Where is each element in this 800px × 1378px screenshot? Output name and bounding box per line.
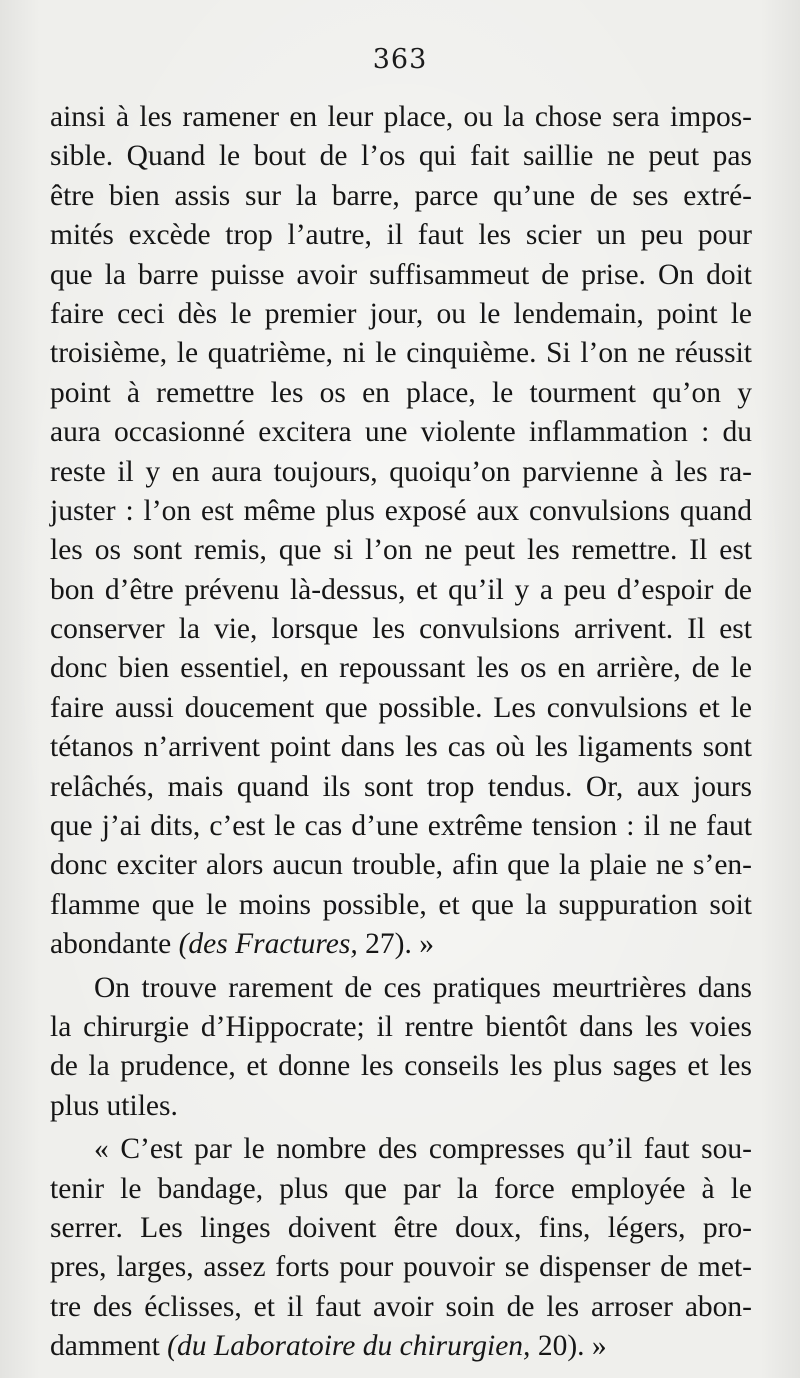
closing-text: damment xyxy=(50,1330,168,1363)
closing-text: abondante xyxy=(50,928,179,961)
text-line: pres, larges, assez forts pour pouvoir se dispenser de met- xyxy=(50,1251,752,1284)
text-line: juster : l’on est même plus exposé aux convulsions quand xyxy=(50,494,752,527)
text-line: donc bien essentiel, en repoussant les os en arrière, de le xyxy=(50,652,752,685)
text-line-closing xyxy=(50,925,752,964)
text-line: sible. Quand le bout de l’os qui fait saillie ne peut pas xyxy=(50,140,752,173)
text-line: faire ceci dès le premier jour, ou le lendemain, point le xyxy=(50,297,752,330)
text-line: bon d’être prévenu là-dessus, et qu’il y a peu d’espoir de xyxy=(50,573,752,606)
text-line: faire aussi doucement que possible. Les convulsions et le xyxy=(50,691,752,724)
text-line: troisième, le quatrième, ni le cinquième. Si l’on ne réussit xyxy=(50,337,752,370)
text-line-closing xyxy=(50,1327,752,1366)
text-line: point à remettre les os en place, le tourment qu’on y xyxy=(50,376,752,409)
text-line: mités excède trop l’autre, il faut les scier un peu pour xyxy=(50,219,752,252)
text-line: ainsi à les ramener en leur place, ou la chose sera impos- xyxy=(50,101,752,133)
text-line: tétanos n’arrivent point dans les cas où les ligaments sont xyxy=(50,731,752,764)
citation: (du Laboratoire du chirurgien, xyxy=(167,1330,531,1363)
closing-text: 20). » xyxy=(530,1330,607,1363)
paragraph-3 xyxy=(50,1130,752,1366)
paragraph-1 xyxy=(50,98,752,965)
text-line: flamme que le moins possible, et que la suppuration soit xyxy=(50,888,752,921)
text-line: tre des éclisses, et il faut avoir soin de les arroser abon- xyxy=(50,1290,752,1323)
citation: (des Fractures, xyxy=(178,928,358,961)
text-line: que j’ai dits, c’est le cas d’une extrême tension : il ne faut xyxy=(50,810,752,843)
text-line: conserver la vie, lorsque les convulsions arrivent. Il est xyxy=(50,613,752,646)
body-text xyxy=(50,98,752,1367)
text-line: de la prudence, et donne les conseils les plus sages et les xyxy=(50,1050,752,1083)
text-line: aura occasionné excitera une violente inflammation : du xyxy=(50,416,752,449)
text-line: On trouve rarement de ces pratiques meurtrières dans xyxy=(94,971,752,1004)
text-line: relâchés, mais quand ils sont trop tendus. Or, aux jours xyxy=(50,770,752,803)
text-line: plus utiles. xyxy=(50,1089,178,1122)
text-line: « C’est par le nombre des compresses qu’il faut sou- xyxy=(94,1133,752,1166)
text-line: être bien assis sur la barre, parce qu’une de ses extré- xyxy=(50,179,752,212)
text-line: reste il y en aura toujours, quoiqu’on parvienne à les ra- xyxy=(50,455,752,488)
text-line: la chirurgie d’Hippocrate; il rentre bientôt dans les voies xyxy=(50,1010,752,1043)
closing-text: 27). » xyxy=(357,928,434,961)
text-line: donc exciter alors aucun trouble, afin que la plaie ne s’en- xyxy=(50,849,752,882)
page-number: 363 xyxy=(372,44,428,75)
text-line: que la barre puisse avoir suffisammeut de prise. On doit xyxy=(50,258,752,291)
text-line: serrer. Les linges doivent être doux, fins, légers, pro- xyxy=(50,1211,752,1244)
paragraph-2 xyxy=(50,969,752,1127)
text-line: les os sont remis, que si l’on ne peut les remettre. Il est xyxy=(50,534,752,567)
text-line: tenir le bandage, plus que par la force employée à le xyxy=(50,1172,752,1205)
